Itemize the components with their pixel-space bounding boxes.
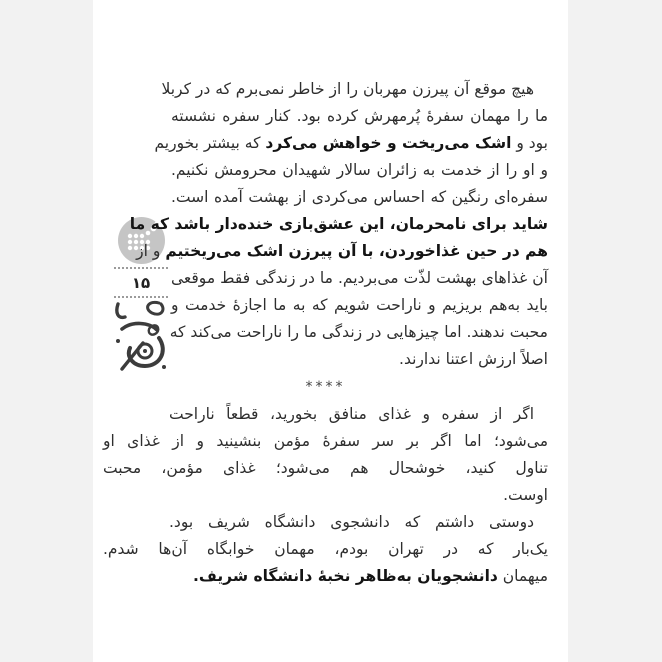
- page-paper: [93, 0, 568, 662]
- text-segment: می‌شود؛ اما اگر بر سر سفرهٔ مؤمن بنشینید و از غذای او: [103, 432, 548, 450]
- section-separator: ****: [305, 379, 346, 395]
- text-line: [161, 76, 548, 103]
- text-segment: و از: [136, 242, 166, 260]
- text-segment: اوست.: [503, 486, 548, 504]
- text-line: [171, 292, 548, 319]
- text-line: [103, 428, 548, 455]
- text-line: [171, 157, 548, 184]
- text-segment: بود و: [511, 134, 548, 152]
- text-segment: هیچ موقع آن پیرزن مهربان را از خاطر نمی‌برم که در کربلا: [161, 80, 534, 98]
- text-segment: تناول کنید، خوشحال هم می‌شود؛ غذای مؤمن، محبت: [103, 459, 548, 477]
- bold-text-segment: هم در حین غذاخوردن، با آن پیرزن اشک می‌ریختیم: [165, 242, 548, 260]
- text-line: [103, 563, 548, 590]
- text-segment: آن غذاهای بهشت لذّت می‌بردیم. ما در زندگی فقط موقعی: [171, 269, 548, 287]
- text-line: [171, 184, 548, 211]
- text-line: [103, 401, 548, 428]
- text-segment: اگر از سفره و غذای منافق بخورید، قطعاً ناراحت: [169, 405, 534, 423]
- text-segment: سفره‌ای رنگین که احساس می‌کردی از بهشت آمده است.: [171, 188, 548, 206]
- text-line: [103, 509, 548, 536]
- bold-text-segment: دانشجویان به‌ظاهر نخبهٔ دانشگاه شریف.: [193, 567, 498, 585]
- text-line: [171, 346, 548, 373]
- text-line: [103, 482, 548, 509]
- bold-text-segment: اشک می‌ریخت و خواهش می‌کرد: [265, 134, 512, 152]
- text-segment: دوستی داشتم که دانشجوی دانشگاه شریف بود.: [169, 513, 534, 531]
- text-segment: و او را از خدمت به زائران سالار شهیدان محرومش نکنیم.: [171, 161, 548, 179]
- text-line: [171, 319, 548, 346]
- text-line: [171, 265, 548, 292]
- bold-text-segment: شاید برای نامحرمان، این عشق‌بازی خنده‌دار باشد که ما: [129, 215, 548, 233]
- page-number: ۱۵: [131, 274, 151, 292]
- text-segment: که بیشتر بخوریم: [154, 134, 266, 152]
- text-segment: محبت ندهند. اما چیزهایی در زندگی ما را ناراحت می‌کند که: [169, 323, 548, 341]
- text-segment: اصلاً ارزش اعتنا ندارند.: [399, 350, 548, 368]
- text-segment: ما را مهمان سفرهٔ پُرمهرش کرده بود. کنار سفره نشسته: [171, 107, 548, 125]
- text-segment: میهمان: [497, 567, 548, 585]
- text-line: [129, 211, 548, 238]
- text-line: [103, 455, 548, 482]
- text-segment: یک‌بار که در تهران بودم، مهمان خوابگاه آن‌ها شدم.: [103, 540, 548, 558]
- text-line: [136, 238, 548, 265]
- text-line: [171, 103, 548, 130]
- text-line: [154, 130, 548, 157]
- page-text-column: [103, 76, 548, 590]
- text-line: [103, 536, 548, 563]
- text-segment: باید به‌هم بریزیم و ناراحت شویم که به ما اجازهٔ خدمت و: [171, 296, 548, 314]
